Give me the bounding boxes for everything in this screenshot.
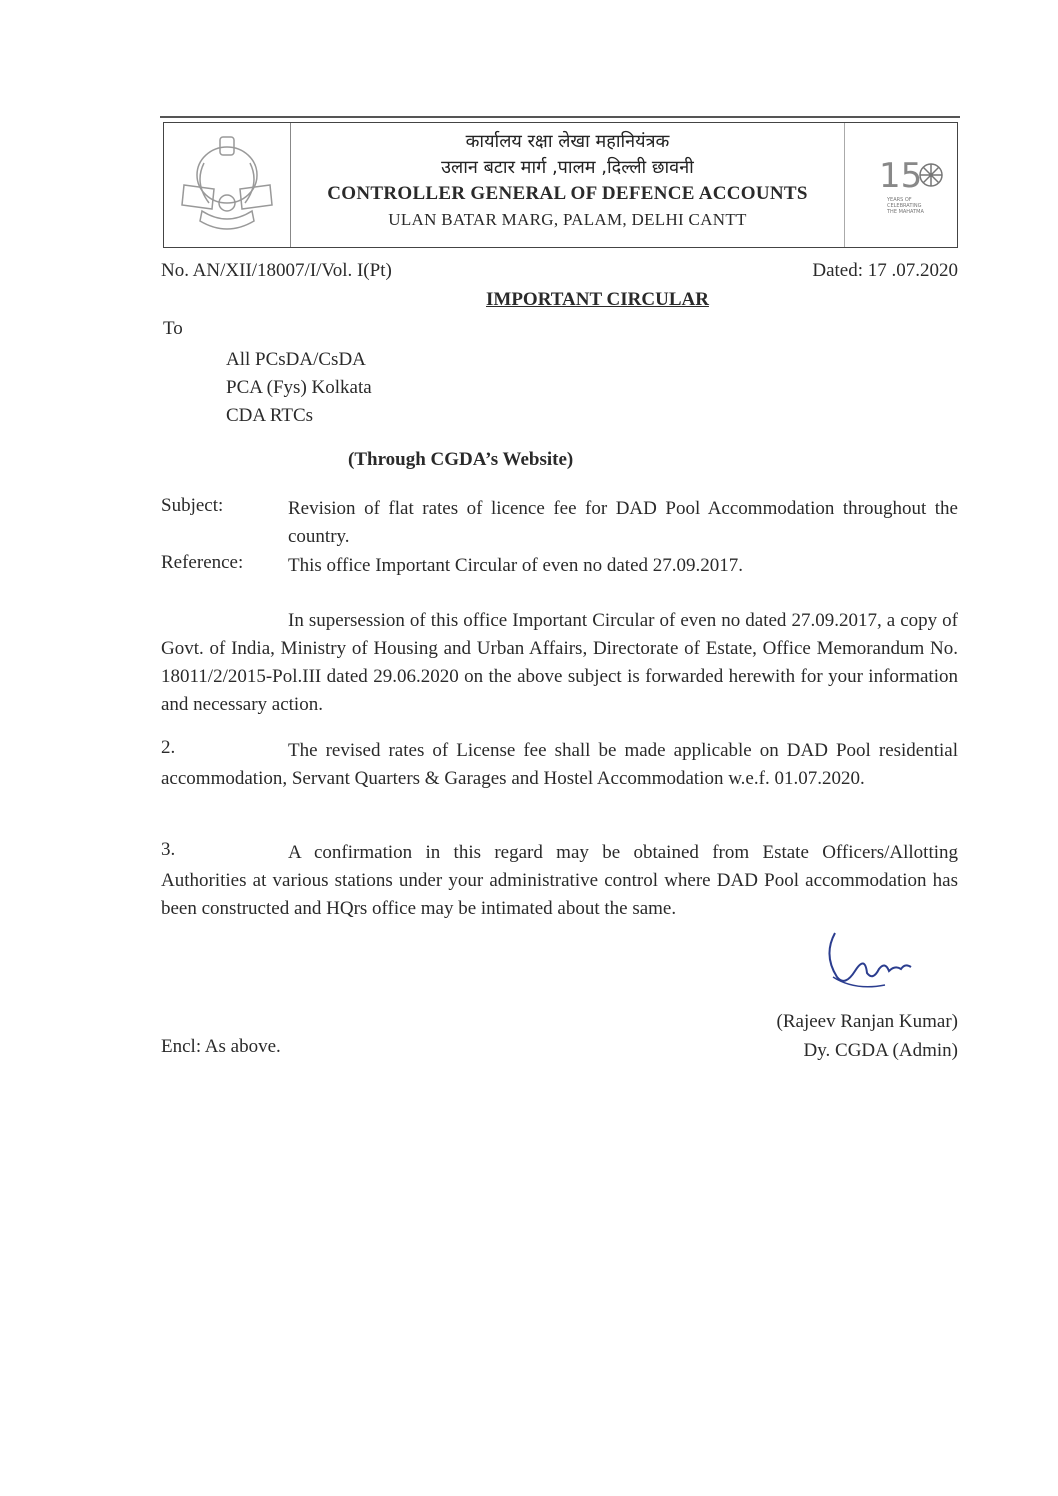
org-name: CONTROLLER GENERAL OF DEFENCE ACCOUNTS (327, 183, 808, 204)
addressee-list (226, 346, 372, 430)
paragraph-2-number: 2. (161, 737, 176, 758)
svg-text:CELEBRATING: CELEBRATING (887, 203, 922, 209)
hindi-org-name: कार्यालय रक्षा लेखा महानियंत्रक (465, 131, 670, 152)
svg-text:15: 15 (879, 156, 923, 196)
reference-text: This office Important Circular of even no dated 27.09.2017. (288, 555, 743, 576)
letterhead-text (290, 129, 845, 233)
signatory-name: (Rajeev Ranjan Kumar) (776, 1011, 958, 1032)
to-label: To (163, 318, 183, 339)
defence-accounts-emblem-icon (164, 123, 290, 247)
signatory-designation: Dy. CGDA (Admin) (803, 1040, 958, 1061)
enclosure-note: Encl: As above. (161, 1036, 281, 1057)
paragraph-2: The revised rates of License fee shall be made applicable on DAD Pool residential accommodation, Servant Quarters & Garages and Hostel Accommodation w.e.f. 01.07.2020. (161, 740, 958, 789)
gandhi-150-logo-icon (845, 123, 957, 247)
header-top-rule (160, 116, 960, 118)
addressee: PCA (Fys) Kolkata (226, 377, 372, 398)
signature-block (777, 1007, 958, 1065)
subject-text: Revision of flat rates of licence fee for DAD Pool Accommodation throughout the country. (288, 498, 958, 547)
org-address: ULAN BATAR MARG, PALAM, DELHI CANTT (388, 210, 747, 229)
emblem-logo-cell (164, 123, 291, 247)
reference-number: No. AN/XII/18007/I/Vol. I(Pt) (161, 260, 392, 281)
addressee: CDA RTCs (226, 405, 314, 426)
svg-text:YEARS OF: YEARS OF (887, 197, 912, 203)
letter-date: Dated: 17 .07.2020 (812, 260, 958, 281)
through-note: (Through CGDA’s Website) (348, 449, 574, 470)
letterhead (163, 122, 958, 248)
signature-icon (815, 925, 925, 995)
subject-label: Subject: (161, 495, 224, 516)
paragraph-1: In supersession of this office Important Circular of even no dated 27.09.2017, a copy of Govt. of India, Ministry of Housing and Urban Affairs, Directorate of Estate, Office Memorandum No. 18011/2/2015-Pol.III dated 29.06.2020 on the above subject is forwarded herewith for your information and necessary action. (161, 610, 958, 715)
addressee: All PCsDA/CsDA (226, 349, 366, 370)
svg-text:THE MAHATMA: THE MAHATMA (887, 209, 924, 215)
reference-label: Reference: (161, 552, 244, 573)
circular-heading: IMPORTANT CIRCULAR (486, 289, 709, 310)
hindi-address: उलान बटार मार्ग ,पालम ,दिल्ली छावनी (441, 157, 694, 178)
paragraph-3-number: 3. (161, 839, 176, 860)
paragraph-3: A confirmation in this regard may be obtained from Estate Officers/Allotting Authorities at various stations under your administrative control where DAD Pool accommodation has been constructed and HQrs office may be intimated about the same. (161, 842, 958, 919)
gandhi-150-logo-cell (844, 123, 957, 247)
